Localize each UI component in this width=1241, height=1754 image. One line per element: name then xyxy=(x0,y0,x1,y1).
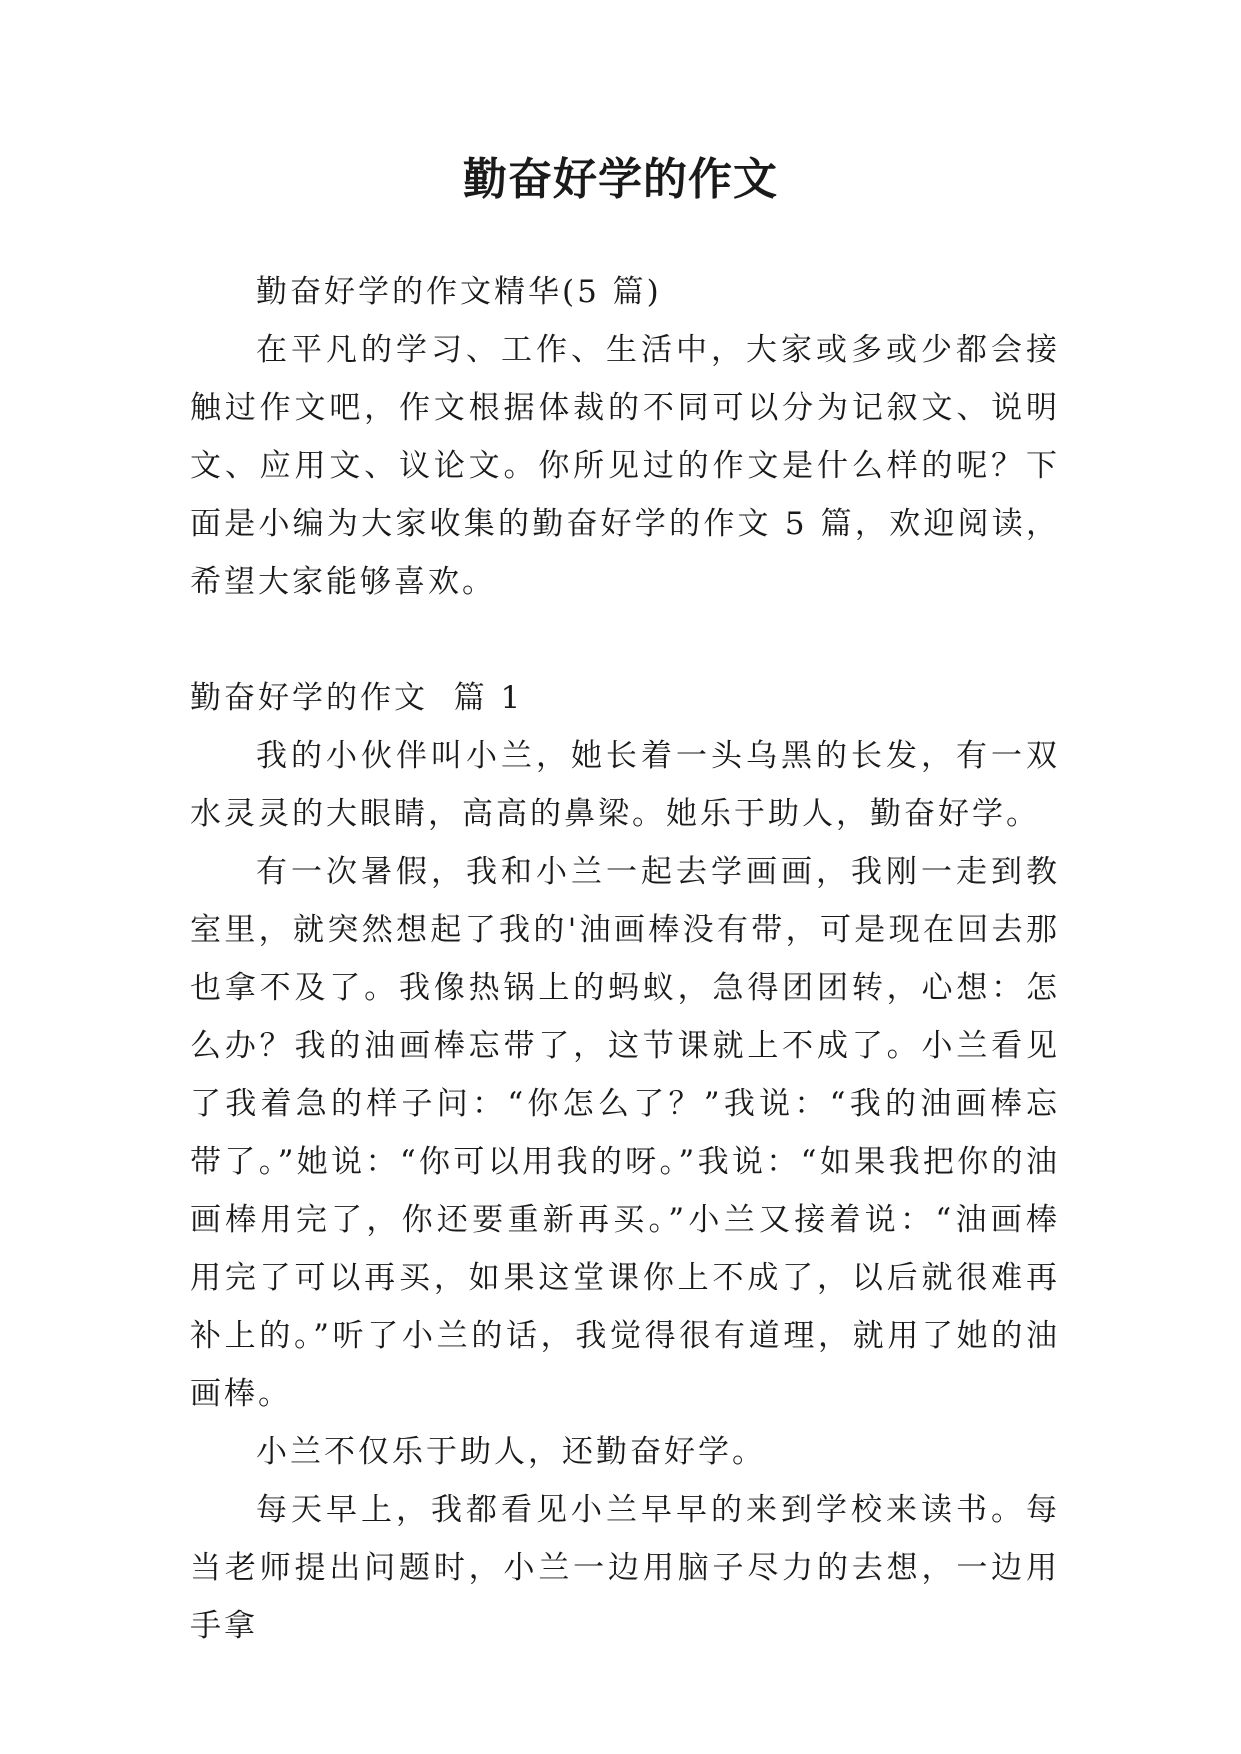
section-spacer xyxy=(190,611,1060,669)
document-body xyxy=(190,263,1060,1655)
document-subtitle: 勤奋好学的作文精华(5 篇) xyxy=(256,274,662,310)
body-paragraph: 每天早上，我都看见小兰早早的来到学校来读书。每当老师提出问题时，小兰一边用脑子尽力的去想，一边用手拿 xyxy=(190,1492,1060,1644)
body-paragraph: 有一次暑假，我和小兰一起去学画画，我刚一走到教室里，就突然想起了我的'油画棒没有带，可是现在回去那也拿不及了。我像热锅上的蚂蚁，急得团团转，心想：怎么办？我的油画棒忘带了，这节课就上不成了。小兰看见了我着急的样子问：“你怎么了？”我说：“我的油画棒忘带了。”她说：“你可以用我的呀。”我说：“如果我把你的油画棒用完了，你还要重新再买。”小兰又接着说：“油画棒用完了可以再买，如果这堂课你上不成了，以后就很难再补上的。”听了小兰的话，我觉得很有道理，就用了她的油画棒。 xyxy=(190,854,1060,1412)
document-title: 勤奋好学的作文 xyxy=(463,154,778,205)
section-heading: 勤奋好学的作文 篇 1 xyxy=(190,680,524,716)
body-paragraph: 我的小伙伴叫小兰，她长着一头乌黑的长发，有一双水灵灵的大眼睛，高高的鼻梁。她乐于助人，勤奋好学。 xyxy=(190,738,1060,832)
body-paragraph: 小兰不仅乐于助人，还勤奋好学。 xyxy=(256,1434,766,1470)
intro-paragraph: 在平凡的学习、工作、生活中，大家或多或少都会接触过作文吧，作文根据体裁的不同可以分为记叙文、说明文、应用文、议论文。你所见过的作文是什么样的呢？下面是小编为大家收集的勤奋好学的作文 5 篇，欢迎阅读，希望大家能够喜欢。 xyxy=(190,332,1060,600)
